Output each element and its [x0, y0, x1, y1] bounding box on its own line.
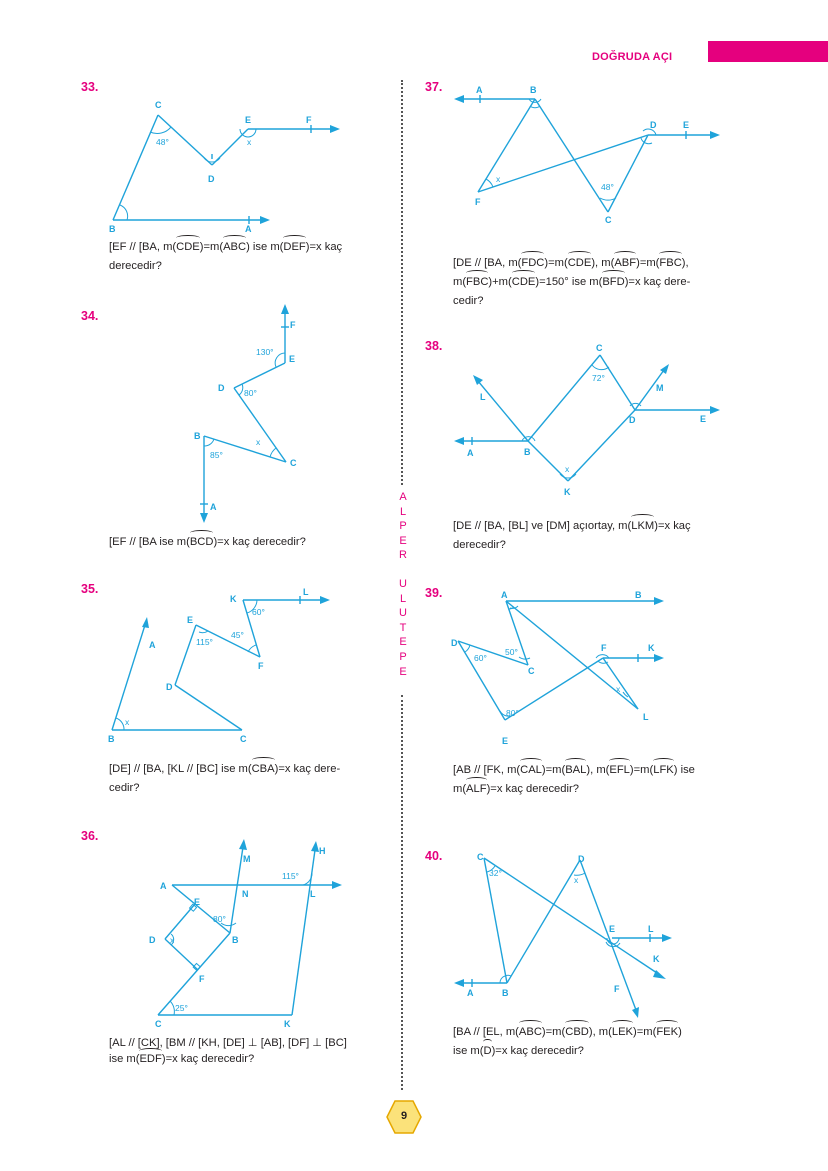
svg-text:F: F	[290, 320, 296, 330]
question-text-q39: [AB // [FK, m(CAL)=m(BAL), m(EFL)=m(LFK) ise m(ALF)=x kaç derecedir?	[453, 761, 738, 799]
question-text-q38: [DE // [BA, [BL] ve [DM] açıortay, m(LKM)=x kaç derecedir?	[453, 517, 738, 555]
svg-text:48°: 48°	[601, 182, 614, 192]
svg-text:F: F	[614, 984, 620, 994]
figure-q35	[100, 585, 340, 745]
svg-text:L: L	[648, 924, 654, 934]
svg-text:F: F	[601, 643, 607, 653]
question-number: 37.	[425, 80, 443, 94]
svg-text:D: D	[578, 854, 585, 864]
svg-text:D: D	[149, 935, 156, 945]
svg-text:E: E	[502, 736, 509, 746]
question-text-q37: [DE // [BA, m(FDC)=m(CDE), m(ABF)=m(FBC), m(FBC)+m(CDE)=150° ise m(BFD)=x kaç dere- cedir?	[453, 254, 738, 311]
svg-text:x: x	[125, 717, 130, 727]
svg-text:D: D	[208, 174, 215, 184]
question-number: 38.	[425, 339, 443, 353]
svg-text:B: B	[635, 590, 642, 600]
svg-text:x: x	[496, 174, 501, 184]
svg-text:B: B	[194, 431, 201, 441]
svg-text:F: F	[475, 197, 481, 207]
question-number: 36.	[81, 829, 99, 843]
svg-text:N: N	[242, 889, 249, 899]
svg-text:x: x	[616, 684, 621, 694]
svg-text:K: K	[284, 1019, 291, 1029]
svg-text:A: A	[245, 224, 252, 234]
question-text-q33: [EF // [BA, m(CDE)=m(ABC) ise m(DEF)=x kaç derecedir?	[109, 238, 389, 276]
svg-text:E: E	[245, 115, 252, 125]
svg-text:C: C	[240, 734, 247, 744]
column-divider	[401, 695, 403, 1090]
svg-text:x: x	[170, 935, 175, 945]
svg-text:85°: 85°	[210, 450, 223, 460]
svg-text:25°: 25°	[175, 1003, 188, 1013]
svg-text:D: D	[629, 415, 636, 425]
question-number: 34.	[81, 309, 99, 323]
svg-text:C: C	[477, 852, 484, 862]
page-number: 9	[400, 1110, 408, 1122]
figure-q39	[448, 588, 678, 748]
svg-text:D: D	[650, 120, 657, 130]
column-divider	[401, 80, 403, 485]
svg-text:x: x	[574, 875, 579, 885]
svg-text:B: B	[530, 85, 537, 95]
svg-text:80°: 80°	[213, 914, 226, 924]
svg-text:C: C	[155, 100, 162, 110]
svg-text:B: B	[232, 935, 239, 945]
svg-text:A: A	[160, 881, 167, 891]
svg-text:E: E	[609, 924, 616, 934]
figure-q34	[190, 300, 320, 530]
svg-text:K: K	[653, 954, 660, 964]
svg-text:F: F	[199, 974, 205, 984]
question-number: 39.	[425, 586, 443, 600]
svg-text:A: A	[501, 590, 508, 600]
question-text-q34: [EF // [BA ise m(BCD)=x kaç derecedir?	[109, 533, 389, 552]
svg-text:115°: 115°	[282, 871, 299, 881]
author-name-vertical: A L P E R U L U T E P E	[399, 491, 407, 678]
svg-text:A: A	[467, 988, 474, 998]
svg-text:80°: 80°	[506, 708, 519, 718]
svg-text:L: L	[310, 889, 316, 899]
svg-text:80°: 80°	[244, 388, 257, 398]
svg-text:x: x	[247, 137, 252, 147]
svg-text:60°: 60°	[252, 607, 265, 617]
svg-text:L: L	[303, 587, 309, 597]
svg-text:B: B	[502, 988, 509, 998]
figure-q33	[100, 95, 360, 235]
svg-text:K: K	[648, 643, 655, 653]
question-text-q35: [DE] // [BA, [KL // [BC] ise m(CBA)=x kaç dere- cedir?	[109, 760, 389, 798]
question-number: 35.	[81, 582, 99, 596]
svg-text:130°: 130°	[256, 347, 274, 357]
svg-text:x: x	[565, 464, 570, 474]
svg-text:D: D	[166, 682, 173, 692]
svg-text:72°: 72°	[592, 373, 605, 383]
svg-text:D: D	[451, 638, 458, 648]
svg-text:C: C	[528, 666, 535, 676]
svg-text:L: L	[643, 712, 649, 722]
svg-text:L: L	[480, 392, 486, 402]
svg-text:B: B	[524, 447, 531, 457]
svg-text:E: E	[683, 120, 690, 130]
svg-text:48°: 48°	[156, 137, 169, 147]
svg-text:M: M	[656, 383, 664, 393]
question-number: 33.	[81, 80, 99, 94]
header-accent-bar	[708, 41, 828, 62]
svg-text:H: H	[319, 846, 326, 856]
svg-text:B: B	[108, 734, 115, 744]
svg-text:D: D	[218, 383, 225, 393]
svg-text:K: K	[230, 594, 237, 604]
svg-text:C: C	[290, 458, 297, 468]
svg-text:A: A	[149, 640, 156, 650]
chapter-title: DOĞRUDA AÇI	[592, 51, 673, 63]
svg-text:C: C	[596, 343, 603, 353]
svg-text:E: E	[194, 897, 201, 907]
question-text-q40: [BA // [EL, m(ABC)=m(CBD), m(LEK)=m(FEK) ise m(D)=x kaç derecedir?	[453, 1023, 738, 1061]
question-number: 40.	[425, 849, 443, 863]
svg-text:A: A	[476, 85, 483, 95]
svg-text:50°: 50°	[505, 647, 518, 657]
svg-text:E: E	[700, 414, 707, 424]
svg-text:60°: 60°	[474, 653, 487, 663]
svg-text:A: A	[210, 502, 217, 512]
figure-q36	[140, 835, 360, 1030]
svg-text:K: K	[564, 487, 571, 497]
svg-text:E: E	[187, 615, 194, 625]
svg-text:B: B	[109, 224, 116, 234]
figure-q37	[450, 82, 730, 227]
svg-text:C: C	[155, 1019, 162, 1029]
svg-text:F: F	[258, 661, 264, 671]
figure-q40	[450, 850, 680, 1020]
svg-text:F: F	[306, 115, 312, 125]
svg-text:C: C	[605, 215, 612, 225]
svg-text:x: x	[256, 437, 261, 447]
svg-text:M: M	[243, 854, 251, 864]
svg-text:115°: 115°	[196, 637, 213, 647]
svg-text:45°: 45°	[231, 630, 244, 640]
svg-text:32°: 32°	[489, 868, 502, 878]
svg-text:E: E	[289, 354, 296, 364]
question-text-q36: [AL // [CK], [BM // [KH, [DE] ⊥ [AB], [DF] ⊥ [BC] ise m(EDF)=x kaç derecedir?	[109, 1037, 347, 1065]
figure-q38	[450, 343, 730, 498]
svg-text:A: A	[467, 448, 474, 458]
